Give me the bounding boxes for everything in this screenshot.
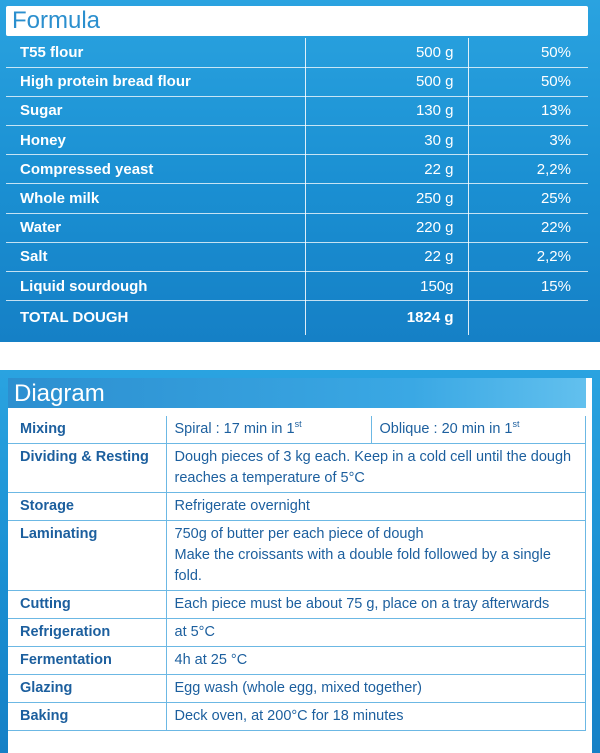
step-description: Deck oven, at 200°C for 18 minutes	[166, 703, 586, 731]
ingredient-quantity: 22 g	[305, 155, 468, 184]
ingredient-quantity: 250 g	[305, 184, 468, 213]
table-row	[6, 96, 588, 125]
ingredient-name: Salt	[6, 242, 305, 271]
step-row	[8, 521, 586, 591]
diagram-panel	[0, 370, 600, 753]
ingredient-percentage: 2,2%	[468, 155, 588, 184]
formula-title: Formula	[12, 7, 101, 34]
diagram-title: Diagram	[14, 380, 105, 407]
ingredient-percentage: 50%	[468, 38, 588, 67]
step-description: Dough pieces of 3 kg each. Keep in a cold cell until the dough reaches a temperature of 5°C	[166, 444, 586, 493]
step-label: Storage	[8, 493, 166, 521]
step-description: at 5°C	[166, 619, 586, 647]
ingredient-quantity: 150g	[305, 272, 468, 301]
ingredient-name: T55 flour	[6, 38, 305, 67]
ingredient-percentage: 50%	[468, 67, 588, 96]
step-label: Dividing & Resting	[8, 444, 166, 493]
total-percentage	[468, 301, 588, 335]
step-label: Cutting	[8, 591, 166, 619]
step-row	[8, 591, 586, 619]
table-row	[6, 38, 588, 67]
formula-panel	[0, 0, 600, 342]
ingredient-percentage: 15%	[468, 272, 588, 301]
ingredient-percentage: 25%	[468, 184, 588, 213]
step-row-mixing	[8, 416, 586, 444]
ingredient-quantity: 30 g	[305, 126, 468, 155]
ingredient-percentage: 3%	[468, 126, 588, 155]
ingredient-percentage: 2,2%	[468, 242, 588, 271]
step-label: Fermentation	[8, 647, 166, 675]
table-row	[6, 67, 588, 96]
total-row	[6, 301, 588, 335]
table-row	[6, 184, 588, 213]
diagram-content	[8, 378, 592, 753]
table-row	[6, 126, 588, 155]
step-description: Each piece must be about 75 g, place on a tray afterwards	[166, 591, 586, 619]
step-row	[8, 675, 586, 703]
mixing-spiral	[166, 416, 371, 444]
diagram-table	[8, 416, 586, 731]
mixing-spiral-text: Spiral : 17 min in 1	[174, 421, 295, 437]
ingredient-quantity: 500 g	[305, 38, 468, 67]
step-label: Baking	[8, 703, 166, 731]
diagram-title-bar	[8, 378, 586, 408]
table-row	[6, 155, 588, 184]
mixing-spiral-ordinal: st	[294, 419, 302, 430]
ingredient-percentage: 22%	[468, 213, 588, 242]
step-row	[8, 444, 586, 493]
mixing-oblique-text: Oblique : 20 min in 1	[379, 421, 513, 437]
total-quantity: 1824 g	[305, 301, 468, 335]
table-row	[6, 272, 588, 301]
step-row	[8, 619, 586, 647]
mixing-oblique	[371, 416, 586, 444]
ingredient-name: Water	[6, 213, 305, 242]
step-description: Refrigerate overnight	[166, 493, 586, 521]
ingredient-name: Compressed yeast	[6, 155, 305, 184]
step-description: 750g of butter per each piece of dough Make the croissants with a double fold followed by a single fold.	[166, 521, 586, 591]
ingredient-name: Liquid sourdough	[6, 272, 305, 301]
ingredient-quantity: 500 g	[305, 67, 468, 96]
step-description: 4h at 25 °C	[166, 647, 586, 675]
ingredient-quantity: 22 g	[305, 242, 468, 271]
step-label: Mixing	[8, 416, 166, 444]
ingredient-percentage: 13%	[468, 96, 588, 125]
ingredient-name: Sugar	[6, 96, 305, 125]
step-row	[8, 493, 586, 521]
step-description: Egg wash (whole egg, mixed together)	[166, 675, 586, 703]
table-row	[6, 213, 588, 242]
formula-title-bar	[6, 6, 588, 36]
step-row	[8, 647, 586, 675]
ingredient-quantity: 220 g	[305, 213, 468, 242]
total-label: TOTAL DOUGH	[6, 301, 305, 335]
mixing-oblique-ordinal: st	[512, 419, 520, 430]
formula-table	[6, 38, 588, 335]
ingredient-quantity: 130 g	[305, 96, 468, 125]
step-label: Glazing	[8, 675, 166, 703]
step-label: Laminating	[8, 521, 166, 591]
ingredient-name: High protein bread flour	[6, 67, 305, 96]
step-label: Refrigeration	[8, 619, 166, 647]
ingredient-name: Honey	[6, 126, 305, 155]
ingredient-name: Whole milk	[6, 184, 305, 213]
table-row	[6, 242, 588, 271]
step-row	[8, 703, 586, 731]
